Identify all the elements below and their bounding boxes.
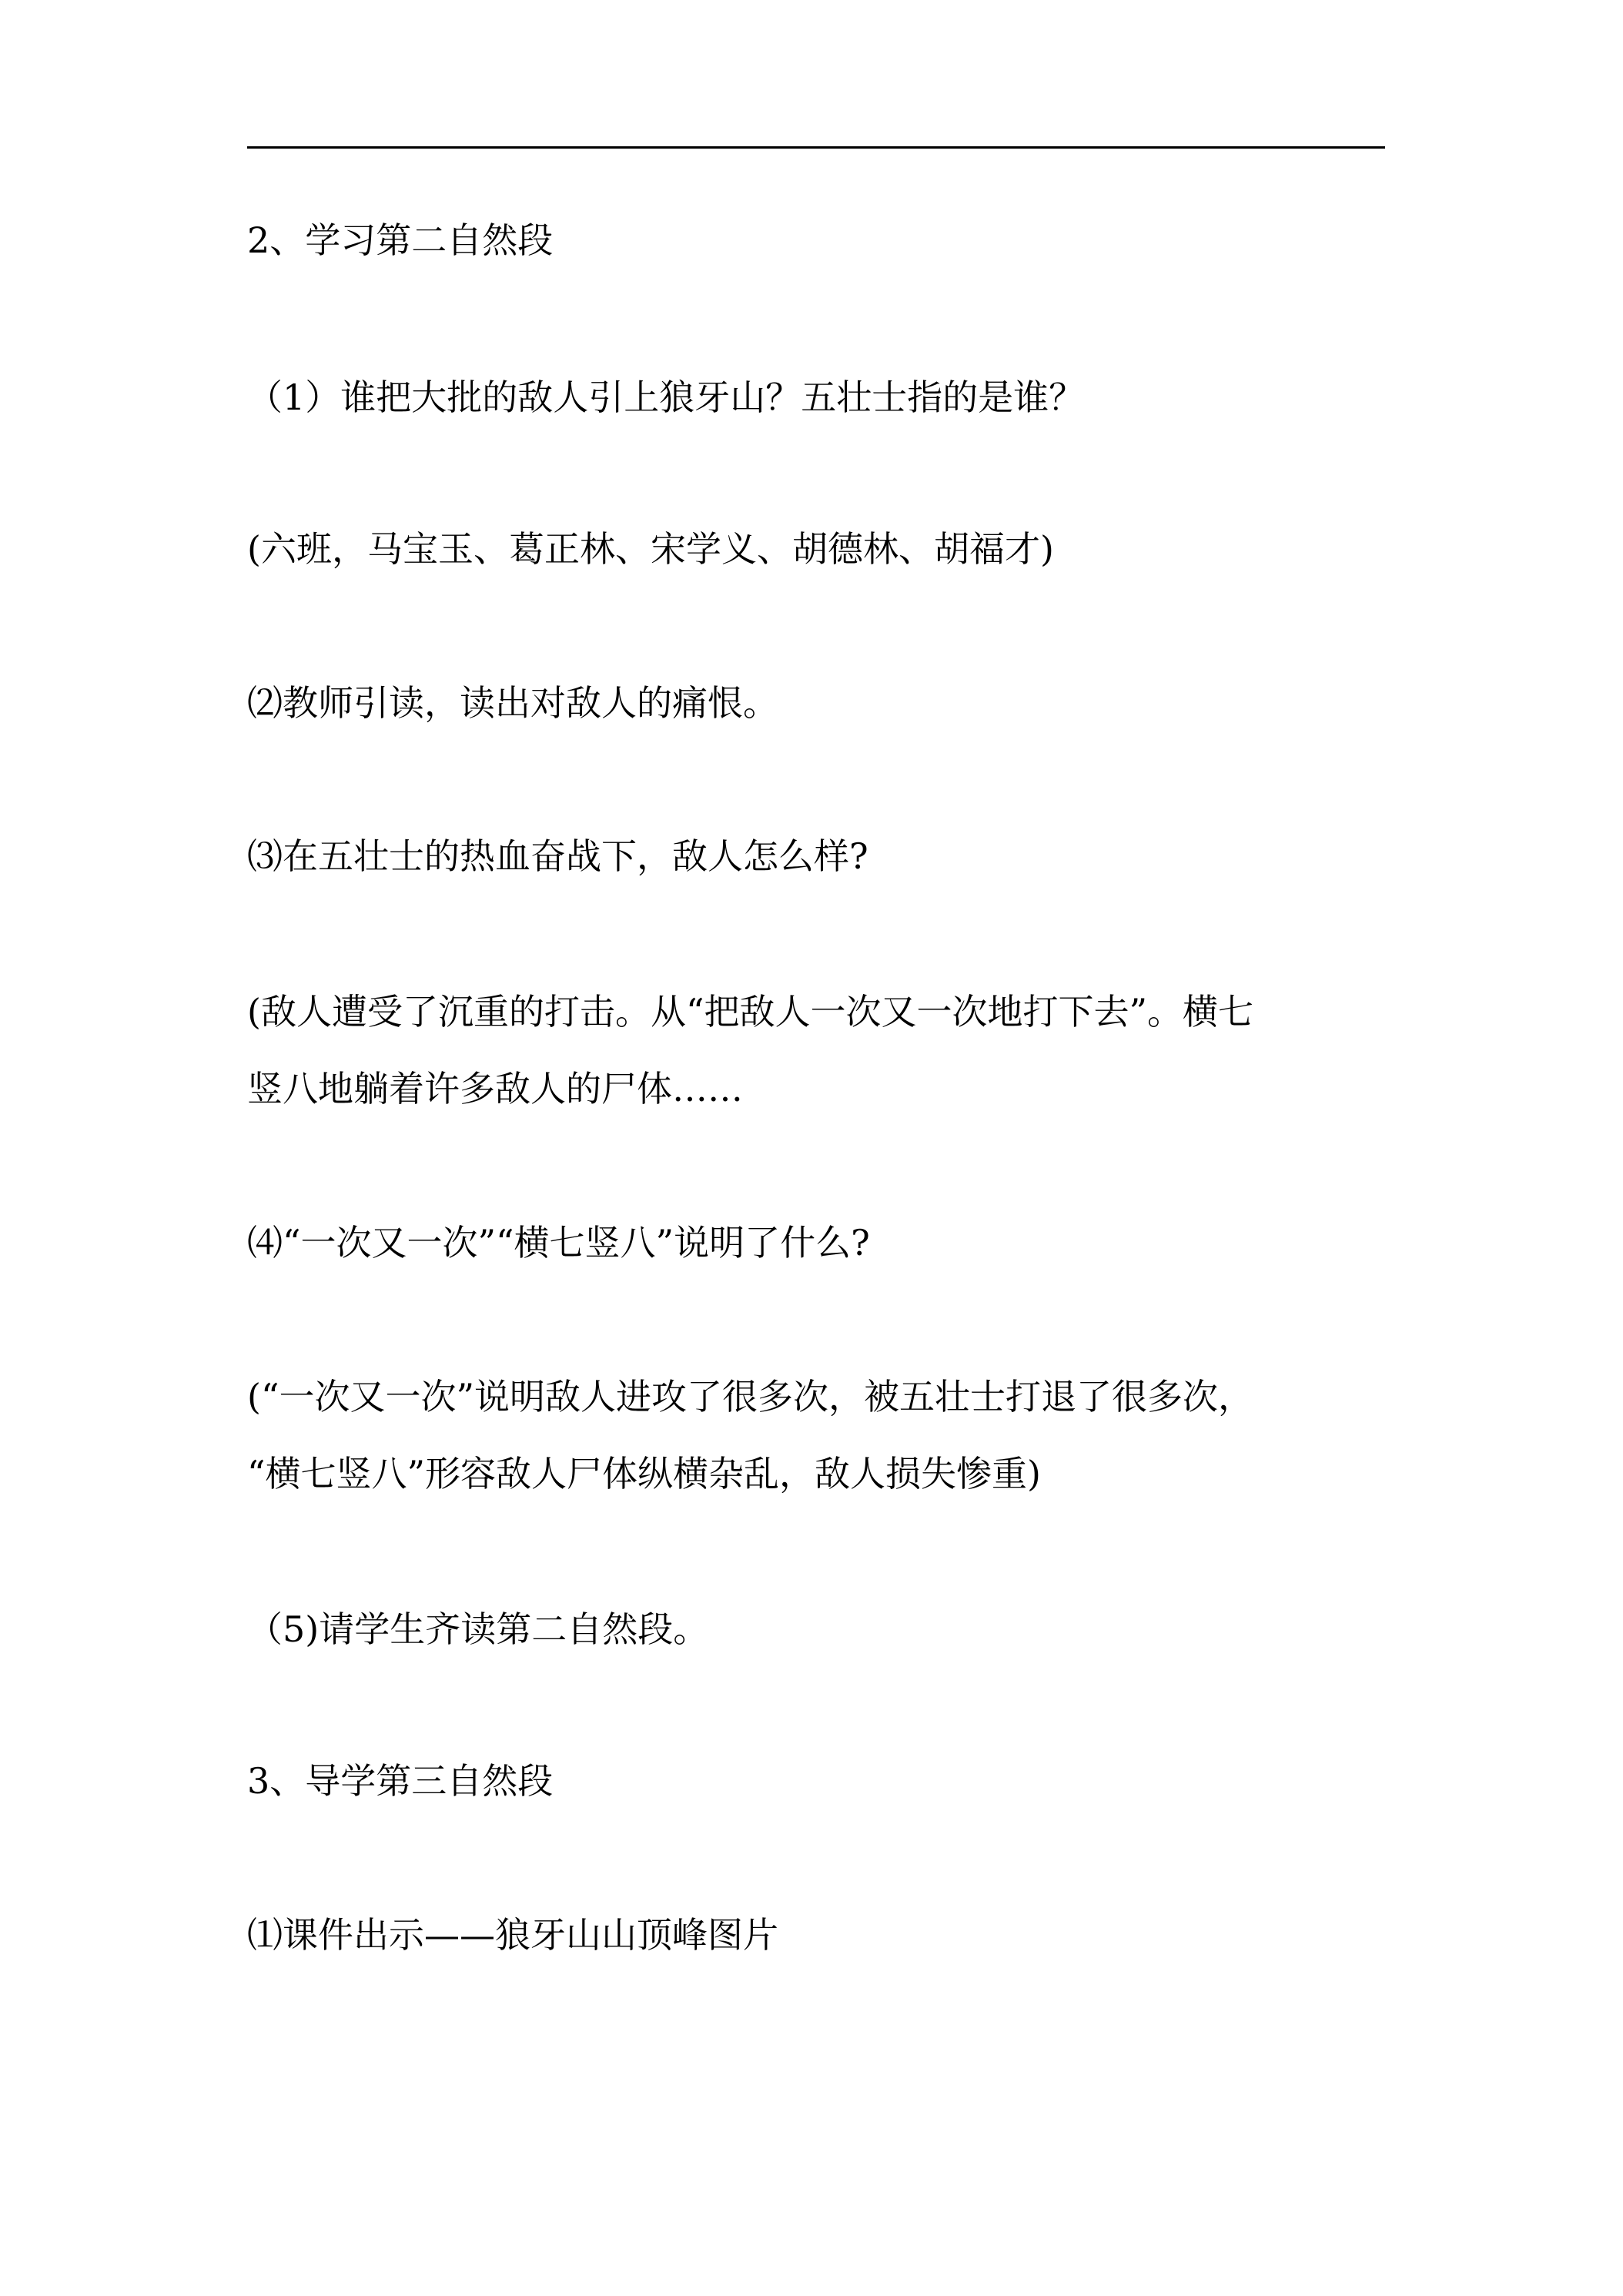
- header-rule: [247, 146, 1385, 149]
- step-2: ⑵教师引读，读出对敌人的痛恨。: [247, 682, 778, 724]
- question-3: ⑶在五壮士的热血奋战下，敌人怎么样?: [247, 835, 868, 877]
- answer-3-line-1: (敌人遭受了沉重的打击。从“把敌人一次又一次地打下去”。横七: [247, 991, 1253, 1033]
- step-5: （5)请学生齐读第二自然段。: [247, 1608, 709, 1650]
- step-courseware: ⑴课件出示——狼牙山山顶峰图片: [247, 1914, 778, 1956]
- section-heading-2: 2、学习第二自然段: [247, 219, 554, 261]
- question-1: （1）谁把大批的敌人引上狼牙山？五壮士指的是谁？: [247, 377, 1085, 418]
- section-heading-3: 3、导学第三自然段: [247, 1760, 554, 1802]
- answer-4-line-2: “横七竖八”形容敌人尸体纵横杂乱，敌人损失惨重): [247, 1453, 1041, 1494]
- answer-1: (六班，马宝玉、葛正林、宋学义、胡德林、胡福才): [247, 528, 1054, 570]
- answer-3-line-2: 竖八地躺着许多敌人的尸体……: [247, 1068, 743, 1110]
- answer-4-line-1: (“一次又一次”说明敌人进攻了很多次，被五壮士打退了很多次，: [247, 1376, 1253, 1417]
- question-4: ⑷“一次又一次”“横七竖八”说明了什么?: [247, 1222, 870, 1263]
